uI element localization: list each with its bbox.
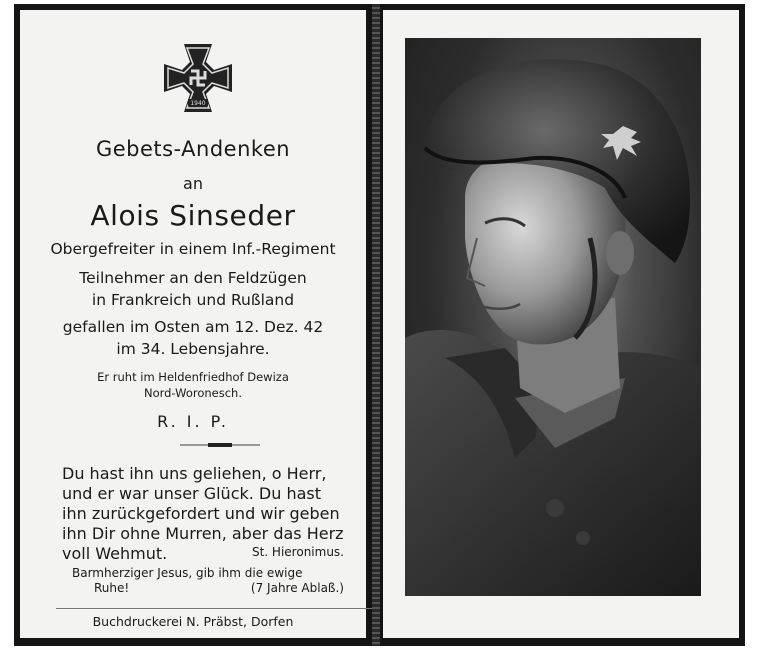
quote-line-3: ihn zurückgefordert und wir geben [62,504,340,523]
quote-line-1: Du hast ihn uns geliehen, o Herr, [62,464,327,483]
prayer-line-2-right: (7 Jahre Ablaß.) [250,581,344,595]
rip-text: R. I. P. [157,412,229,431]
campaigns-line-1: Teilnehmer an den Feldzügen [79,269,307,287]
iron-cross-icon [160,40,236,116]
printer-credit: Buchdruckerei N. Präbst, Dorfen [92,614,294,629]
death-line-1: gefallen im Osten am 12. Dez. 42 [62,318,324,336]
soldier-portrait-illustration [405,38,701,596]
preposition-an: an [183,174,203,193]
soldier-portrait-photo [405,38,701,596]
footer-rule [56,608,372,609]
burial-line-2: Nord-Woronesch. [143,386,242,400]
prayer-line-2-left: Ruhe! [94,581,130,595]
death-line-2: im 34. Lebensjahre. [116,340,270,358]
right-card-panel [383,10,739,638]
quote-line-2: und er war unser Glück. Du hast [62,484,322,503]
ornamental-divider [180,444,260,446]
rank-unit: Obergefreiter in einem Inf.-Regiment [50,240,336,258]
quote-line-5: voll Wehmut. [62,544,168,563]
card-fold [372,4,380,646]
deceased-name: Alois Sinseder [90,199,296,232]
quote-line-4: ihn Dir ohne Murren, aber das Herz [62,524,344,543]
burial-line-1: Er ruht im Heldenfriedhof Dewiza [97,370,289,384]
quote-attribution: St. Hieronimus. [251,545,344,559]
prayer-line-1: Barmherziger Jesus, gib ihm die ewige [72,566,303,580]
campaigns-line-2: in Frankreich und Rußland [91,291,295,309]
card-header: Gebets-Andenken [95,137,291,161]
cross-year-label: 1940 [190,100,206,107]
left-card-panel [20,10,366,638]
